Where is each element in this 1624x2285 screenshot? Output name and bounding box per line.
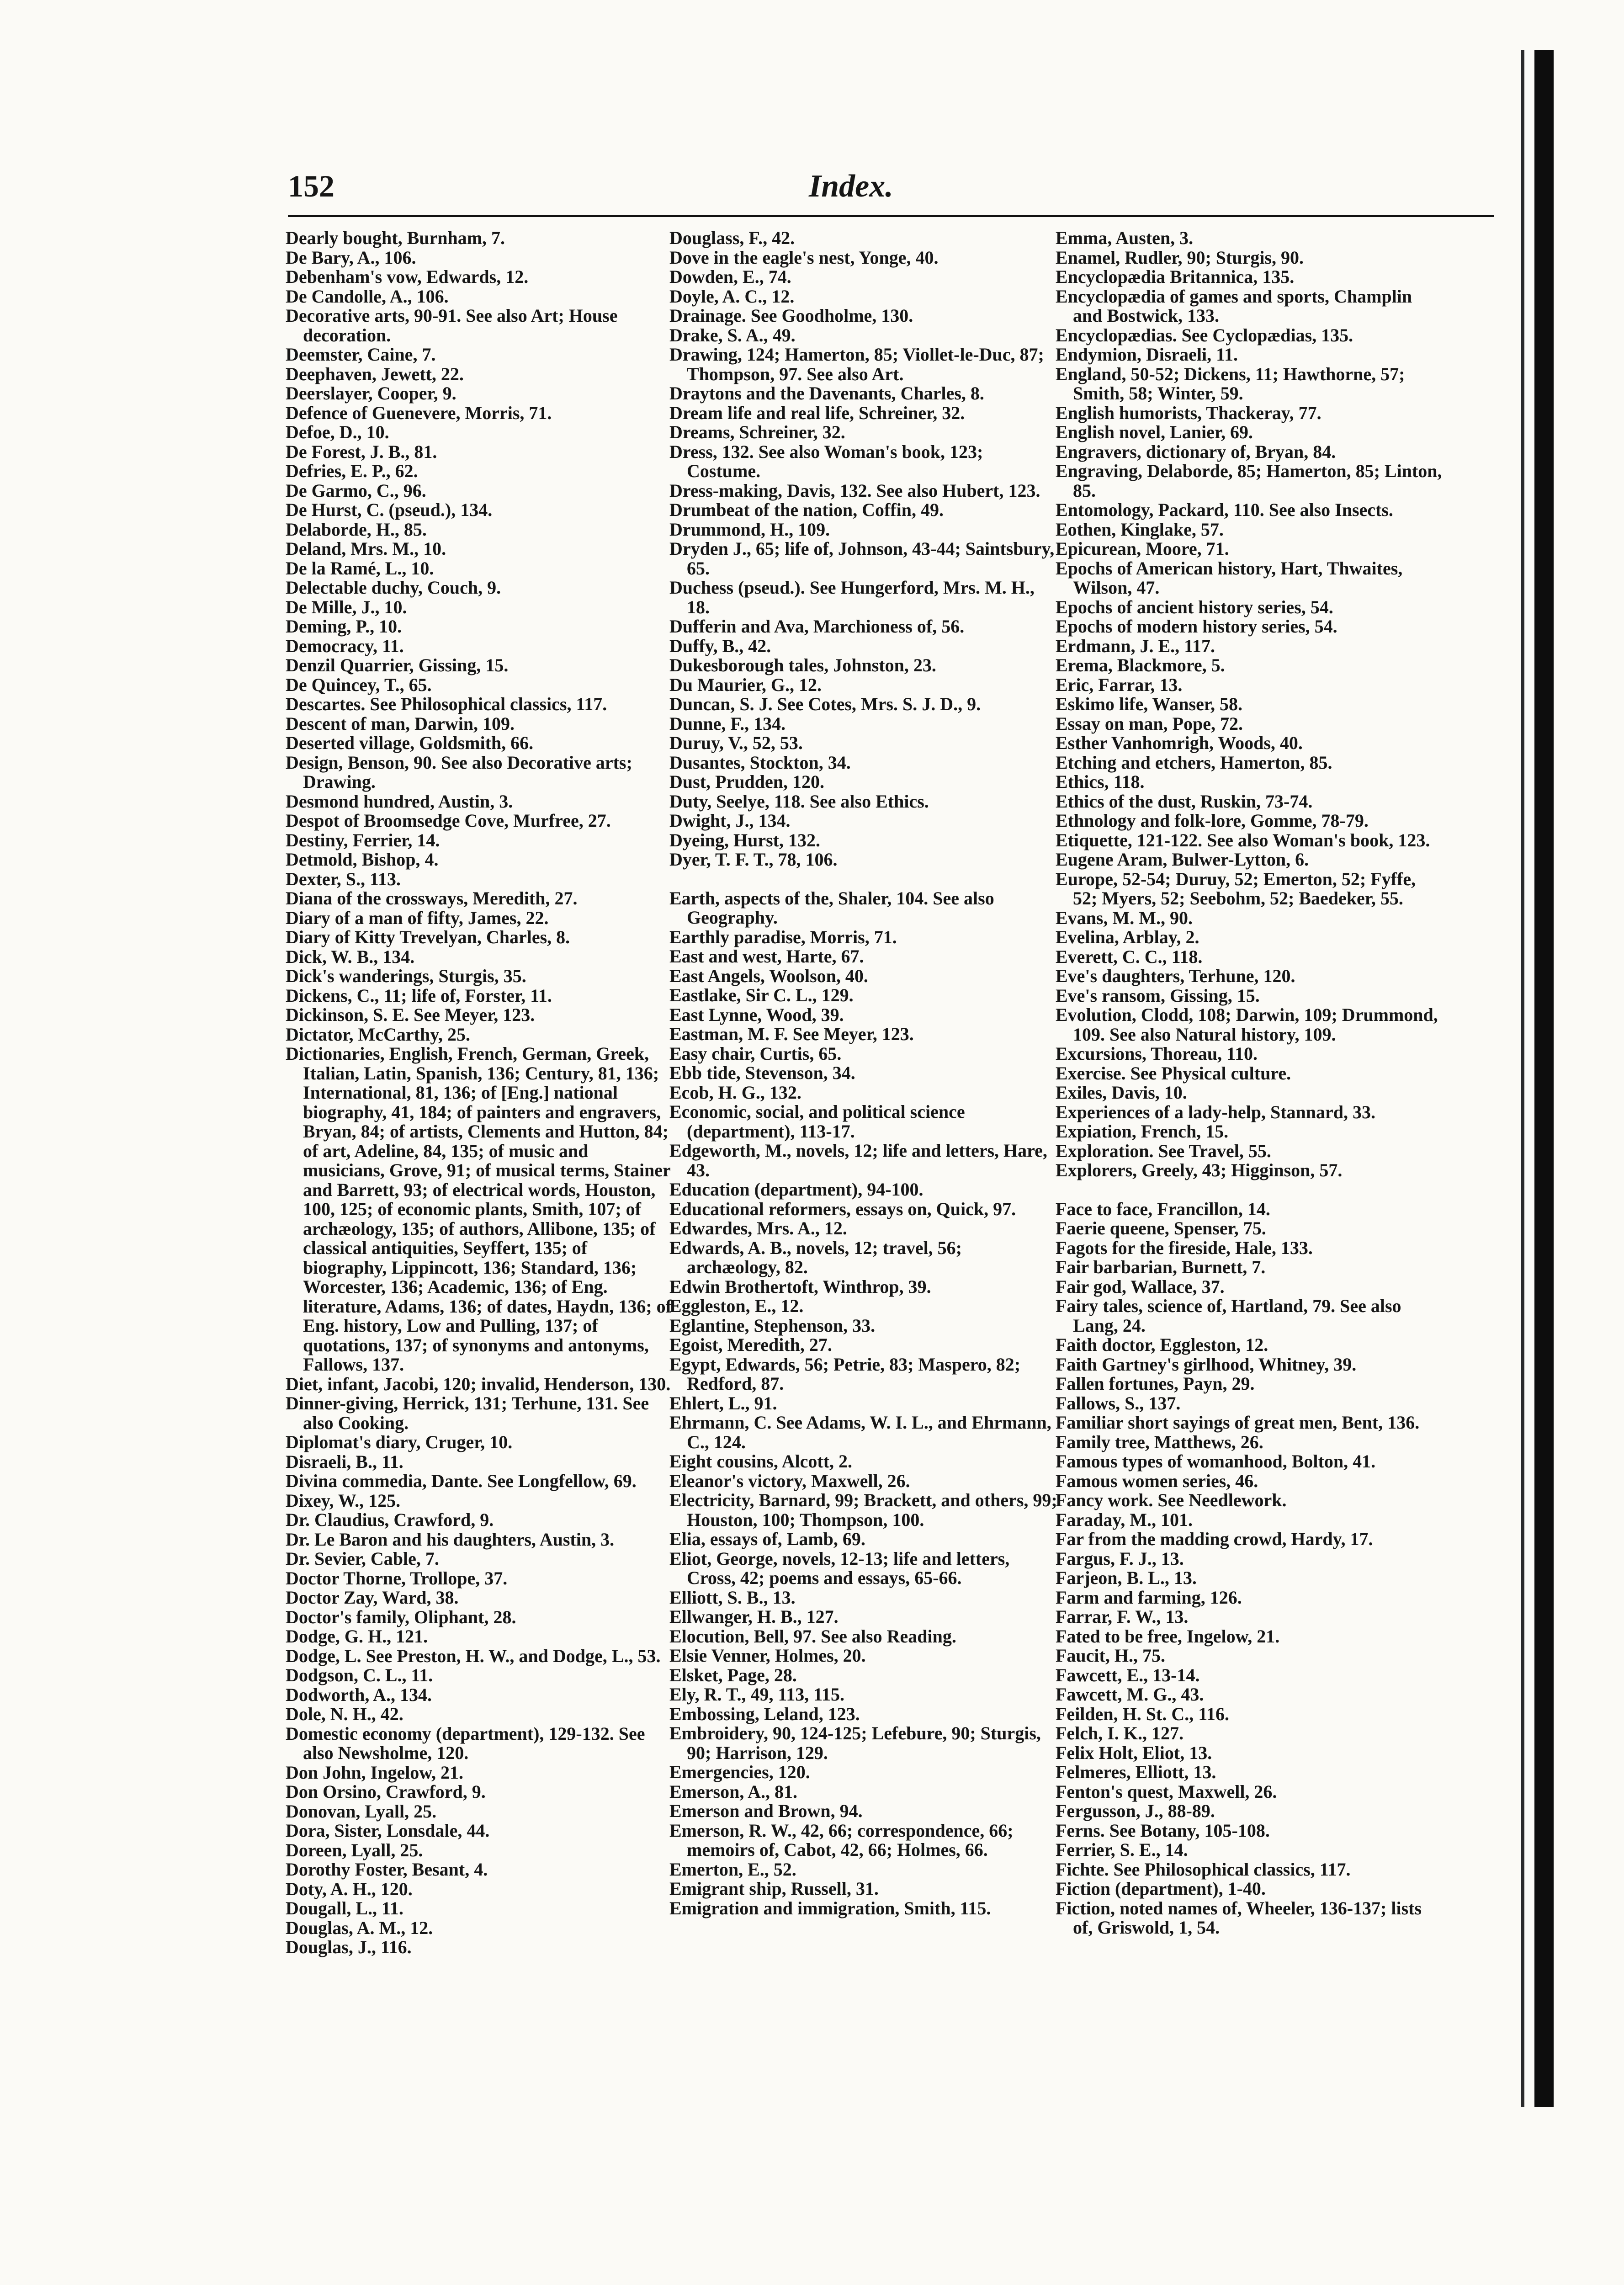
index-entry: Drawing, 124; Hamerton, 85; Viollet-le-Duc, 87; Thompson, 97. See also Art. bbox=[669, 344, 1044, 384]
index-entry: Deephaven, Jewett, 22. bbox=[286, 363, 464, 384]
index-entry: Faith Gartney's girlhood, Whitney, 39. bbox=[1056, 1354, 1357, 1375]
index-entry: Douglass, F., 42. bbox=[669, 228, 795, 248]
index-entry: Drake, S. A., 49. bbox=[669, 324, 796, 345]
index-entry: Emergencies, 120. bbox=[669, 1762, 810, 1782]
index-entry: East and west, Harte, 67. bbox=[669, 946, 864, 967]
index-entry: Feilden, H. St. C., 116. bbox=[1056, 1703, 1230, 1724]
index-entry: East Lynne, Wood, 39. bbox=[669, 1004, 844, 1025]
index-entry: Divina commedia, Dante. See Longfellow, 69. bbox=[286, 1471, 637, 1491]
index-entry: Elsie Venner, Holmes, 20. bbox=[669, 1645, 866, 1666]
index-entry: Evans, M. M., 90. bbox=[1056, 907, 1193, 928]
index-entry: Fairy tales, science of, Hartland, 79. See also Lang, 24. bbox=[1056, 1296, 1401, 1336]
index-entry: Desmond hundred, Austin, 3. bbox=[286, 791, 513, 812]
index-entry: Exploration. See Travel, 55. bbox=[1056, 1140, 1271, 1161]
index-entry: Eskimo life, Wanser, 58. bbox=[1056, 694, 1242, 714]
index-entry: Dexter, S., 113. bbox=[286, 868, 401, 889]
index-entry: Douglas, A. M., 12. bbox=[286, 1917, 433, 1938]
index-entry: Denzil Quarrier, Gissing, 15. bbox=[286, 655, 509, 675]
index-entry: Easy chair, Curtis, 65. bbox=[669, 1043, 842, 1064]
scan-edge-bar bbox=[1534, 50, 1554, 2107]
index-entry: Faraday, M., 101. bbox=[1056, 1509, 1193, 1530]
index-entry: Defries, E. P., 62. bbox=[286, 461, 418, 481]
index-entry: Descent of man, Darwin, 109. bbox=[286, 713, 515, 734]
index-entry: Epochs of ancient history series, 54. bbox=[1056, 596, 1333, 617]
index-entry: Fair god, Wallace, 37. bbox=[1056, 1276, 1225, 1297]
index-entry: Eight cousins, Alcott, 2. bbox=[669, 1451, 853, 1472]
index-entry: Esther Vanhomrigh, Woods, 40. bbox=[1056, 733, 1303, 753]
index-entry: Felch, I. K., 127. bbox=[1056, 1723, 1184, 1743]
index-entry: Exercise. See Physical culture. bbox=[1056, 1063, 1291, 1084]
index-entry: Dufferin and Ava, Marchioness of, 56. bbox=[669, 616, 965, 637]
index-entry: Detmold, Bishop, 4. bbox=[286, 849, 439, 870]
page-number: 152 bbox=[288, 169, 334, 203]
index-entry: Descartes. See Philosophical classics, 117. bbox=[286, 694, 607, 714]
index-entry: Emerson, A., 81. bbox=[669, 1781, 797, 1802]
index-entry: Diary of Kitty Trevelyan, Charles, 8. bbox=[286, 927, 570, 947]
index-entry: Doctor's family, Oliphant, 28. bbox=[286, 1606, 516, 1627]
index-entry: Eastman, M. F. See Meyer, 123. bbox=[669, 1024, 914, 1044]
index-entry: Fagots for the fireside, Hale, 133. bbox=[1056, 1237, 1313, 1258]
index-entry: Dodworth, A., 134. bbox=[286, 1684, 432, 1705]
index-entry: Eastlake, Sir C. L., 129. bbox=[669, 985, 854, 1005]
index-entry: Dodgson, C. L., 11. bbox=[286, 1665, 433, 1685]
index-entry: Engravers, dictionary of, Bryan, 84. bbox=[1056, 441, 1336, 462]
index-entry: Expiation, French, 15. bbox=[1056, 1121, 1229, 1142]
index-entry: Eglantine, Stephenson, 33. bbox=[669, 1315, 876, 1336]
index-entry: Dougall, L., 11. bbox=[286, 1898, 403, 1918]
index-entry: Emigrant ship, Russell, 31. bbox=[669, 1878, 879, 1899]
index-entry: Dunne, F., 134. bbox=[669, 713, 786, 734]
index-entry: Ethics of the dust, Ruskin, 73-74. bbox=[1056, 791, 1313, 812]
index-entry: Fawcett, E., 13-14. bbox=[1056, 1664, 1200, 1685]
index-entry: Fenton's quest, Maxwell, 26. bbox=[1056, 1781, 1277, 1802]
index-entry: Etiquette, 121-122. See also Woman's book, 123. bbox=[1056, 829, 1430, 850]
index-entry: Educational reformers, essays on, Quick, 97. bbox=[669, 1198, 1016, 1219]
index-entry: Deserted village, Goldsmith, 66. bbox=[286, 733, 534, 753]
index-entry: Farjeon, B. L., 13. bbox=[1056, 1568, 1197, 1588]
index-entry: Ebb tide, Stevenson, 34. bbox=[669, 1063, 855, 1083]
index-entry: Encyclopædias. See Cyclopædias, 135. bbox=[1056, 324, 1353, 345]
index-entry: Egoist, Meredith, 27. bbox=[669, 1334, 832, 1355]
index-entry: Dress-making, Davis, 132. See also Hubert, 123. bbox=[669, 480, 1040, 501]
index-entry: Delectable duchy, Couch, 9. bbox=[286, 577, 501, 598]
index-entry: Disraeli, B., 11. bbox=[286, 1451, 403, 1472]
index-entry: Emigration and immigration, Smith, 115. bbox=[669, 1897, 991, 1918]
index-entry: Engraving, Delaborde, 85; Hamerton, 85; Linton, 85. bbox=[1056, 461, 1442, 501]
index-entry: Eugene Aram, Bulwer-Lytton, 6. bbox=[1056, 849, 1309, 870]
index-entry: Enamel, Rudler, 90; Sturgis, 90. bbox=[1056, 247, 1304, 268]
index-entry: Edwards, A. B., novels, 12; travel, 56; archæology, 82. bbox=[669, 1237, 962, 1277]
index-entry: Faucit, H., 75. bbox=[1056, 1645, 1165, 1666]
index-entry: Fiction (department), 1-40. bbox=[1056, 1878, 1266, 1899]
index-entry: Essay on man, Pope, 72. bbox=[1056, 713, 1243, 734]
index-entry: Diana of the crossways, Meredith, 27. bbox=[286, 888, 578, 909]
index-entry: Ely, R. T., 49, 113, 115. bbox=[669, 1684, 845, 1705]
index-entry: Elocution, Bell, 97. See also Reading. bbox=[669, 1626, 956, 1647]
index-entry: Fated to be free, Ingelow, 21. bbox=[1056, 1626, 1280, 1647]
index-entry: Eve's ransom, Gissing, 15. bbox=[1056, 985, 1260, 1006]
index-entry: Dole, N. H., 42. bbox=[286, 1704, 403, 1724]
scan-edge-shadow bbox=[1521, 50, 1524, 2107]
index-entry: Dreams, Schreiner, 32. bbox=[669, 422, 845, 442]
index-entry: Ethics, 118. bbox=[1056, 771, 1145, 792]
index-entry: De Mille, J., 10. bbox=[286, 596, 407, 617]
index-entry: Eliot, George, novels, 12-13; life and letters, Cross, 42; poems and essays, 65-66. bbox=[669, 1548, 1010, 1588]
index-entry: Dyer, T. F. T., 78, 106. bbox=[669, 849, 838, 870]
index-entry: Domestic economy (department), 129-132. See also Newsholme, 120. bbox=[286, 1723, 645, 1763]
index-entry: Dick, W. B., 134. bbox=[286, 946, 415, 967]
index-entry: Dictionaries, English, French, German, Greek, Italian, Latin, Spanish, 136; Century, 81, 136; International, 81, 136; of [Eng.] national biography, 41, 184; of painters and engravers, Bryan, 84; of artists, Clements and Hutton, 84; of art, Adeline, 84, 135; of music and musicians, Grove, 91; of musical terms, Stainer and Barrett, 93; of electrical words, Houston, 100, 125; of economic plants, Smith, 107; of archæology, 135; of authors, Allibone, 135; of classical antiquities, Seyffert, 135; of biography, Lippincott, 136; Standard, 136; Worcester, 136; Academic, 136; of Eng. literature, Adams, 136; of dates, Haydn, 136; of Eng. history, Low and Pulling, 137; of quotations, 137; of synonyms and antonyms, Fallows, 137. bbox=[286, 1043, 672, 1375]
index-entry: Fergusson, J., 88-89. bbox=[1056, 1801, 1215, 1821]
index-entry: Fichte. See Philosophical classics, 117. bbox=[1056, 1859, 1351, 1880]
index-entry: Deming, P., 10. bbox=[286, 616, 402, 637]
index-entry: Dress, 132. See also Woman's book, 123; Costume. bbox=[669, 441, 983, 481]
index-entry: Doreen, Lyall, 25. bbox=[286, 1839, 423, 1860]
index-entry: Far from the madding crowd, Hardy, 17. bbox=[1056, 1529, 1373, 1549]
index-entry: Deemster, Caine, 7. bbox=[286, 344, 436, 365]
index-entry: Dust, Prudden, 120. bbox=[669, 771, 824, 792]
index-entry: Delaborde, H., 85. bbox=[286, 519, 427, 540]
index-entry: Fargus, F. J., 13. bbox=[1056, 1548, 1184, 1569]
page-header bbox=[288, 168, 1494, 214]
index-entry: Dora, Sister, Lonsdale, 44. bbox=[286, 1820, 490, 1841]
index-entry: Duchess (pseud.). See Hungerford, Mrs. M. H., 18. bbox=[669, 577, 1035, 617]
index-entry: Etching and etchers, Hamerton, 85. bbox=[1056, 752, 1332, 773]
index-entry: De la Ramé, L., 10. bbox=[286, 558, 434, 579]
index-entry: Epochs of American history, Hart, Thwaites, Wilson, 47. bbox=[1056, 558, 1403, 598]
index-entry: Deland, Mrs. M., 10. bbox=[286, 538, 446, 559]
index-entry: Dr. Sevier, Cable, 7. bbox=[286, 1548, 439, 1569]
index-entry: Ethnology and folk-lore, Gomme, 78-79. bbox=[1056, 810, 1369, 831]
index-entry: Don John, Ingelow, 21. bbox=[286, 1762, 463, 1783]
index-entry: Ehrmann, C. See Adams, W. I. L., and Ehrmann, C., 124. bbox=[669, 1412, 1051, 1452]
index-entry: Design, Benson, 90. See also Decorative arts; Drawing. bbox=[286, 752, 632, 792]
index-entry: Fair barbarian, Burnett, 7. bbox=[1056, 1257, 1266, 1277]
index-column-2 bbox=[669, 228, 1058, 1918]
index-entry: Dictator, McCarthy, 25. bbox=[286, 1024, 470, 1045]
index-entry: Dove in the eagle's nest, Yonge, 40. bbox=[669, 247, 939, 268]
index-entry: Elliott, S. B., 13. bbox=[669, 1587, 796, 1608]
index-entry: Dryden J., 65; life of, Johnson, 43-44; Saintsbury, 65. bbox=[669, 538, 1055, 579]
index-entry: Famous types of womanhood, Bolton, 41. bbox=[1056, 1451, 1376, 1472]
index-entry: Embossing, Leland, 123. bbox=[669, 1703, 860, 1724]
index-entry: Eric, Farrar, 13. bbox=[1056, 674, 1183, 695]
index-entry: Duty, Seelye, 118. See also Ethics. bbox=[669, 791, 929, 812]
index-entry: Evelina, Arblay, 2. bbox=[1056, 927, 1199, 947]
index-entry: De Bary, A., 106. bbox=[286, 247, 416, 268]
index-entry: Ferns. See Botany, 105-108. bbox=[1056, 1820, 1270, 1841]
index-entry: De Garmo, C., 96. bbox=[286, 480, 426, 501]
index-entry: Exiles, Davis, 10. bbox=[1056, 1082, 1187, 1103]
index-entry: Evolution, Clodd, 108; Darwin, 109; Drummond, 109. See also Natural history, 109. bbox=[1056, 1004, 1438, 1045]
index-entry: Fiction, noted names of, Wheeler, 136-137; lists of, Griswold, 1, 54. bbox=[1056, 1897, 1422, 1938]
index-entry: Eggleston, E., 12. bbox=[669, 1296, 804, 1316]
index-entry: Explorers, Greely, 43; Higginson, 57. bbox=[1056, 1160, 1343, 1180]
index-entry: Doctor Thorne, Trollope, 37. bbox=[286, 1568, 508, 1589]
index-entry: Embroidery, 90, 124-125; Lefebure, 90; Sturgis, 90; Harrison, 129. bbox=[669, 1723, 1041, 1763]
index-entry: Eleanor's victory, Maxwell, 26. bbox=[669, 1470, 910, 1491]
index-entry: Dr. Claudius, Crawford, 9. bbox=[286, 1509, 494, 1530]
index-entry: Emerson, R. W., 42, 66; correspondence, 66; memoirs of, Cabot, 42, 66; Holmes, 66. bbox=[669, 1820, 1014, 1860]
index-entry: Ellwanger, H. B., 127. bbox=[669, 1606, 839, 1627]
index-entry: Dick's wanderings, Sturgis, 35. bbox=[286, 966, 526, 986]
index-entry: Drumbeat of the nation, Coffin, 49. bbox=[669, 500, 944, 520]
index-entry: Epochs of modern history series, 54. bbox=[1056, 616, 1337, 637]
index-entry: Eve's daughters, Terhune, 120. bbox=[1056, 966, 1295, 986]
index-entry: Doty, A. H., 120. bbox=[286, 1878, 413, 1899]
index-entry: Europe, 52-54; Duruy, 52; Emerton, 52; Fyffe, 52; Myers, 52; Seebohm, 52; Baedeker, 55. bbox=[1056, 868, 1416, 909]
index-entry: De Quincey, T., 65. bbox=[286, 674, 432, 695]
index-entry: Dorothy Foster, Besant, 4. bbox=[286, 1859, 488, 1880]
index-entry: Diet, infant, Jacobi, 120; invalid, Henderson, 130. bbox=[286, 1373, 671, 1394]
index-entry: Diary of a man of fifty, James, 22. bbox=[286, 907, 549, 928]
index-entry: Diplomat's diary, Cruger, 10. bbox=[286, 1432, 513, 1452]
index-entry: De Hurst, C. (pseud.), 134. bbox=[286, 500, 493, 520]
index-entry: Duffy, B., 42. bbox=[669, 635, 771, 656]
index-entry: Famous women series, 46. bbox=[1056, 1470, 1258, 1491]
index-entry: English humorists, Thackeray, 77. bbox=[1056, 402, 1321, 423]
running-title: Index. bbox=[809, 169, 893, 204]
index-entry: Destiny, Ferrier, 14. bbox=[286, 829, 440, 850]
index-entry: Dearly bought, Burnham, 7. bbox=[286, 228, 505, 248]
index-entry: Family tree, Matthews, 26. bbox=[1056, 1431, 1263, 1452]
index-entry: Dowden, E., 74. bbox=[669, 266, 791, 287]
index-entry: Encyclopædia Britannica, 135. bbox=[1056, 266, 1295, 287]
index-entry: Dukesborough tales, Johnston, 23. bbox=[669, 655, 936, 675]
index-entry: Erdmann, J. E., 117. bbox=[1056, 635, 1215, 656]
letter-gap bbox=[1056, 1180, 1444, 1200]
index-entry: Decorative arts, 90-91. See also Art; House decoration. bbox=[286, 305, 618, 345]
index-entry: Dixey, W., 125. bbox=[286, 1490, 401, 1511]
index-entry: Drummond, H., 109. bbox=[669, 519, 830, 540]
index-entry: Education (department), 94-100. bbox=[669, 1179, 923, 1200]
index-entry: Dr. Le Baron and his daughters, Austin, 3. bbox=[286, 1529, 615, 1550]
index-entry: Encyclopædia of games and sports, Champlin and Bostwick, 133. bbox=[1056, 286, 1412, 326]
index-entry: Drainage. See Goodholme, 130. bbox=[669, 305, 913, 326]
index-entry: Edgeworth, M., novels, 12; life and letters, Hare, 43. bbox=[669, 1140, 1047, 1180]
index-entry: Farm and farming, 126. bbox=[1056, 1587, 1242, 1608]
index-entry: Experiences of a lady-help, Stannard, 33. bbox=[1056, 1101, 1376, 1122]
index-entry: Ecob, H. G., 132. bbox=[669, 1082, 801, 1103]
index-entry: Dyeing, Hurst, 132. bbox=[669, 829, 820, 850]
index-entry: Dickens, C., 11; life of, Forster, 11. bbox=[286, 985, 552, 1006]
index-entry: Elsket, Page, 28. bbox=[669, 1664, 797, 1685]
index-entry: Emerson and Brown, 94. bbox=[669, 1801, 863, 1821]
index-entry: Felix Holt, Eliot, 13. bbox=[1056, 1742, 1212, 1763]
index-entry: Erema, Blackmore, 5. bbox=[1056, 655, 1225, 675]
index-entry: Face to face, Francillon, 14. bbox=[1056, 1198, 1270, 1219]
index-entry: Dickinson, S. E. See Meyer, 123. bbox=[286, 1004, 535, 1025]
index-entry: Farrar, F. W., 13. bbox=[1056, 1606, 1189, 1627]
index-entry: Don Orsino, Crawford, 9. bbox=[286, 1781, 486, 1802]
index-entry: Debenham's vow, Edwards, 12. bbox=[286, 266, 529, 287]
index-entry: Emerton, E., 52. bbox=[669, 1859, 796, 1880]
index-entry: England, 50-52; Dickens, 11; Hawthorne, 57; Smith, 58; Winter, 59. bbox=[1056, 363, 1405, 404]
index-entry: Epicurean, Moore, 71. bbox=[1056, 538, 1229, 559]
index-entry: Egypt, Edwards, 56; Petrie, 83; Maspero, 82; Redford, 87. bbox=[669, 1354, 1021, 1394]
index-entry: Duncan, S. J. See Cotes, Mrs. S. J. D., 9. bbox=[669, 694, 981, 714]
index-entry: Earth, aspects of the, Shaler, 104. See also Geography. bbox=[669, 887, 994, 928]
index-entry: Fawcett, M. G., 43. bbox=[1056, 1684, 1204, 1705]
index-entry: Faith doctor, Eggleston, 12. bbox=[1056, 1334, 1268, 1355]
index-entry: Entomology, Packard, 110. See also Insects. bbox=[1056, 500, 1393, 520]
index-entry: Duruy, V., 52, 53. bbox=[669, 733, 803, 753]
index-entry: Electricity, Barnard, 99; Brackett, and others, 99; Houston, 100; Thompson, 100. bbox=[669, 1490, 1057, 1530]
index-entry: Defence of Guenevere, Morris, 71. bbox=[286, 402, 552, 423]
index-entry: Draytons and the Davenants, Charles, 8. bbox=[669, 383, 984, 404]
index-entry: Doyle, A. C., 12. bbox=[669, 286, 795, 307]
index-entry: De Candolle, A., 106. bbox=[286, 286, 449, 307]
index-entry: Everett, C. C., 118. bbox=[1056, 946, 1203, 967]
index-entry: Deerslayer, Cooper, 9. bbox=[286, 383, 456, 404]
index-entry: Democracy, 11. bbox=[286, 635, 404, 656]
index-entry: Du Maurier, G., 12. bbox=[669, 674, 822, 695]
index-entry: De Forest, J. B., 81. bbox=[286, 441, 437, 462]
index-entry: East Angels, Woolson, 40. bbox=[669, 965, 868, 986]
index-entry: Endymion, Disraeli, 11. bbox=[1056, 344, 1238, 365]
index-entry: Economic, social, and political science (department), 113-17. bbox=[669, 1101, 965, 1142]
index-entry: Edwin Brothertoft, Winthrop, 39. bbox=[669, 1276, 931, 1297]
index-entry: Emma, Austen, 3. bbox=[1056, 228, 1194, 248]
index-entry: Douglas, J., 116. bbox=[286, 1937, 412, 1957]
index-entry: Dream life and real life, Schreiner, 32. bbox=[669, 402, 965, 423]
index-entry: Defoe, D., 10. bbox=[286, 422, 389, 442]
index-column-3 bbox=[1056, 228, 1444, 1938]
index-entry: Ferrier, S. E., 14. bbox=[1056, 1839, 1188, 1860]
index-entry: Ehlert, L., 91. bbox=[669, 1392, 777, 1414]
index-entry: Felmeres, Elliott, 13. bbox=[1056, 1762, 1216, 1782]
index-entry: Earthly paradise, Morris, 71. bbox=[669, 926, 897, 947]
index-entry: Fallen fortunes, Payn, 29. bbox=[1056, 1373, 1255, 1394]
index-entry: Dodge, L. See Preston, H. W., and Dodge, L., 53. bbox=[286, 1645, 661, 1666]
index-column-1 bbox=[286, 228, 674, 1957]
index-entry: Familiar short sayings of great men, Bent, 136. bbox=[1056, 1412, 1420, 1433]
index-entry: English novel, Lanier, 69. bbox=[1056, 422, 1253, 442]
index-entry: Dinner-giving, Herrick, 131; Terhune, 131. See also Cooking. bbox=[286, 1393, 649, 1433]
index-entry: Edwardes, Mrs. A., 12. bbox=[669, 1218, 847, 1238]
index-entry: Fallows, S., 137. bbox=[1056, 1392, 1181, 1414]
header-rule bbox=[288, 215, 1494, 217]
index-entry: Dodge, G. H., 121. bbox=[286, 1626, 428, 1647]
index-entry: Faerie queene, Spenser, 75. bbox=[1056, 1218, 1266, 1238]
index-entry: Elia, essays of, Lamb, 69. bbox=[669, 1529, 865, 1549]
letter-gap bbox=[669, 870, 1058, 889]
index-entry: Eothen, Kinglake, 57. bbox=[1056, 519, 1224, 540]
index-entry: Donovan, Lyall, 25. bbox=[286, 1801, 437, 1822]
index-entry: Dwight, J., 134. bbox=[669, 810, 791, 831]
index-entry: Dusantes, Stockton, 34. bbox=[669, 752, 851, 773]
index-entry: Despot of Broomsedge Cove, Murfree, 27. bbox=[286, 810, 611, 831]
index-entry: Doctor Zay, Ward, 38. bbox=[286, 1587, 459, 1608]
index-entry: Excursions, Thoreau, 110. bbox=[1056, 1043, 1258, 1064]
index-entry: Fancy work. See Needlework. bbox=[1056, 1490, 1287, 1510]
